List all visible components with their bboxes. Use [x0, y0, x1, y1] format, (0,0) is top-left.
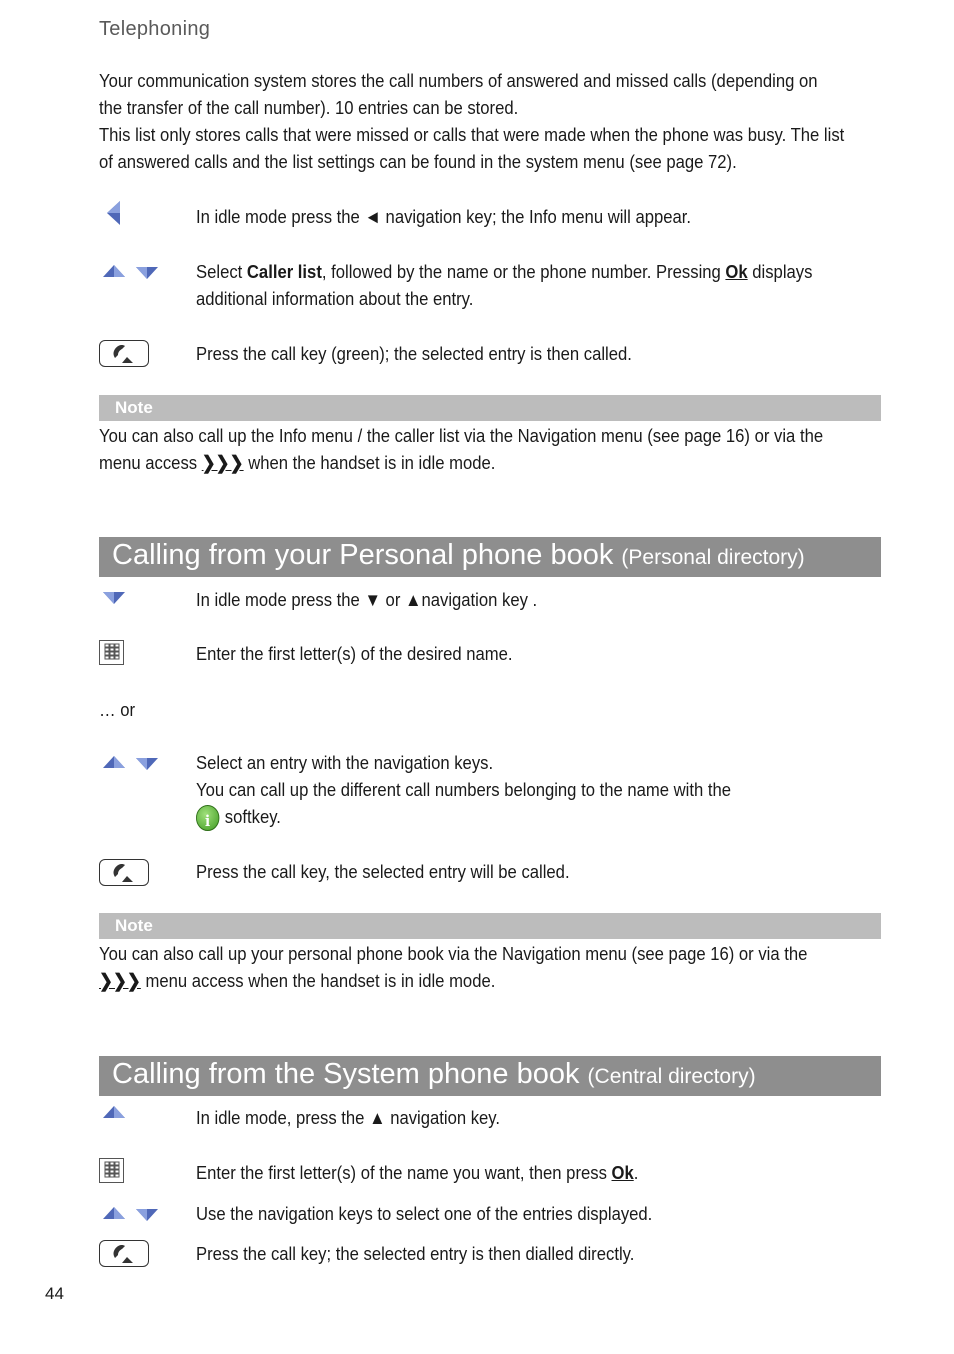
- keypad-icon: [99, 1158, 124, 1183]
- section-heading-system: Calling from the System phone book (Central directory): [99, 1056, 881, 1096]
- call-key-icon: [99, 340, 149, 367]
- keypad-icon: [99, 640, 124, 665]
- or-separator: … or: [99, 699, 136, 720]
- section-heading-personal: Calling from your Personal phone book (Personal directory): [99, 537, 881, 577]
- call-key-icon: [99, 859, 149, 886]
- step-open-info-menu: In idle mode press the ◄ navigation key; the Info menu will appear.: [196, 206, 692, 227]
- nav-up-key-icon: [102, 1105, 128, 1121]
- nav-down-key-icon: [102, 590, 128, 606]
- note-text: You can also call up your personal phone book via the Navigation menu (see page 16) or via the ❯❯❯ menu access when the handset is in idle mode.: [99, 943, 808, 991]
- step-press-call-key: Press the call key, the selected entry will be called.: [196, 861, 570, 882]
- nav-up-down-keys-icon: [102, 264, 162, 280]
- step-select-caller-list: Select Caller list, followed by the name or the phone number. Pressing Ok displays additional information about the entry.: [196, 261, 813, 309]
- step-open-personal-book: In idle mode press the ▼ or ▲navigation key .: [196, 589, 538, 610]
- step-select-displayed-entry: Use the navigation keys to select one of the entries displayed.: [196, 1203, 653, 1224]
- step-enter-letters-ok: Enter the first letter(s) of the name you want, then press Ok.: [196, 1162, 639, 1183]
- nav-left-key-icon: [104, 200, 122, 226]
- page-number: 44: [45, 1284, 64, 1303]
- step-enter-letters: Enter the first letter(s) of the desired name.: [196, 643, 513, 664]
- step-open-system-book: In idle mode, press the ▲ navigation key.: [196, 1107, 501, 1128]
- running-header: Telephoning: [99, 18, 211, 40]
- menu-access-symbol: ❯❯❯: [201, 452, 244, 473]
- step-dial-directly: Press the call key; the selected entry is then dialled directly.: [196, 1243, 635, 1264]
- info-softkey-icon: [196, 805, 219, 831]
- note-bar: Note: [99, 913, 881, 939]
- call-key-icon: [99, 1240, 149, 1267]
- note-text: You can also call up the Info menu / the caller list via the Navigation menu (see page 16) or via the menu access ❯❯❯ when the handset is in idle mode.: [99, 425, 824, 473]
- nav-up-down-keys-icon: [102, 1206, 162, 1222]
- step-press-call-key: Press the call key (green); the selected entry is then called.: [196, 343, 632, 364]
- note-bar: Note: [99, 395, 881, 421]
- menu-access-symbol: ❯❯❯: [99, 970, 141, 991]
- intro-paragraph: Your communication system stores the call numbers of answered and missed calls (depending on the transfer of the call number). 10 entries can be stored. This list only stores calls that were missed or calls that were made when the phone was busy. The list of answered calls and the list settings can be found in the system menu (see page 72).: [99, 70, 845, 172]
- step-select-entry: Select an entry with the navigation keys. You can call up the different call numbers belonging to the name with the isoftkey.: [196, 749, 731, 831]
- nav-up-down-keys-icon: [102, 755, 162, 771]
